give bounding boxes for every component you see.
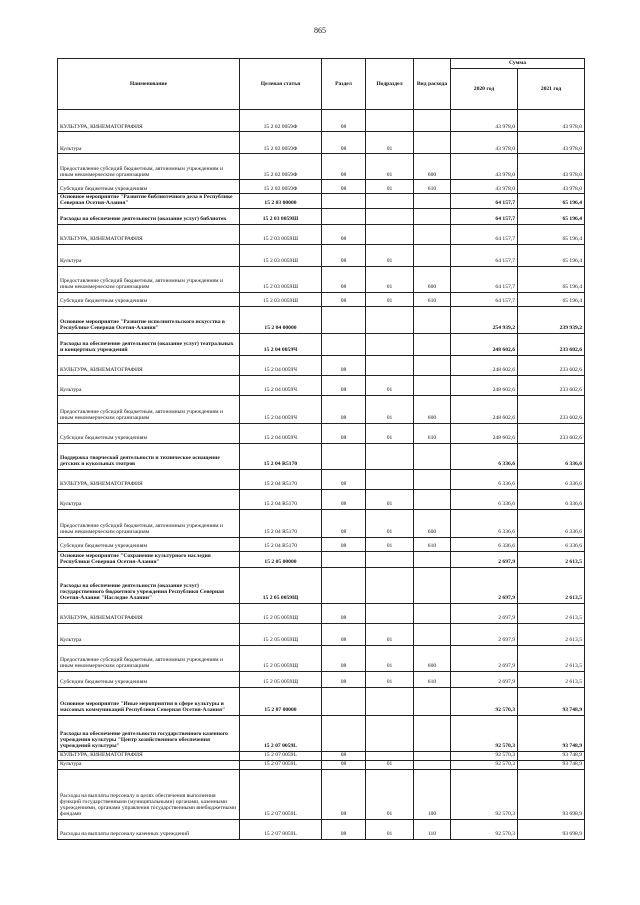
cell-sec: 08 <box>322 423 366 443</box>
cell-vr <box>414 375 451 395</box>
cell-sub: 01 <box>366 292 414 306</box>
cell-name: Субсидии бюджетным учреждениям <box>58 537 240 551</box>
cell-vr <box>414 110 451 132</box>
cell-name: Культура <box>58 132 240 154</box>
cell-sec <box>322 443 366 469</box>
cell-v2021: 65 196,4 <box>518 266 585 292</box>
cell-v2020: 6 336,6 <box>451 469 518 489</box>
cell-code: 15 2 04 R5170 <box>240 489 322 509</box>
col-2021-header: 2021 год <box>518 69 585 110</box>
cell-name: Культура <box>58 375 240 395</box>
cell-v2020: 2 697,9 <box>451 603 518 623</box>
table-row <box>58 489 585 509</box>
cell-code: 15 2 05 0059Щ <box>240 567 322 603</box>
cell-v2020: 64 157,7 <box>451 292 518 306</box>
cell-v2021: 6 336,6 <box>518 489 585 509</box>
cell-name: Предоставление субсидий бюджетным, автономным учреждениям и иным некоммерческим организациям <box>58 266 240 292</box>
cell-name: Предоставление субсидий бюджетным, автономным учреждениям и иным некоммерческим организациям <box>58 509 240 537</box>
cell-sec: 08 <box>322 537 366 551</box>
cell-sec: 08 <box>322 509 366 537</box>
cell-code: 15 2 05 0059Щ <box>240 645 322 671</box>
cell-v2021: 2 613,5 <box>518 567 585 603</box>
cell-sub <box>366 751 414 760</box>
cell-code: 15 2 04 0059Ч <box>240 395 322 423</box>
cell-v2020: 64 157,7 <box>451 194 518 209</box>
cell-v2021: 2 613,5 <box>518 671 585 687</box>
cell-code: 15 2 07 0059L <box>240 819 322 839</box>
cell-sub: 01 <box>366 760 414 769</box>
cell-sub <box>366 224 414 244</box>
cell-v2020: 92 570,3 <box>451 751 518 760</box>
cell-name: КУЛЬТУРА, КИНЕМАТОГРАФИЯ <box>58 355 240 375</box>
cell-v2020: 2 697,9 <box>451 623 518 645</box>
cell-sub: 01 <box>366 623 414 645</box>
cell-sub <box>366 194 414 209</box>
cell-sub <box>366 551 414 567</box>
cell-code: 15 2 02 0059Ф <box>240 110 322 132</box>
cell-code: 15 2 05 00000 <box>240 551 322 567</box>
cell-v2020: 43 978,0 <box>451 180 518 194</box>
cell-v2021: 93 748,9 <box>518 760 585 769</box>
cell-vr: 610 <box>414 180 451 194</box>
cell-sub <box>366 208 414 224</box>
cell-v2021: 6 336,6 <box>518 443 585 469</box>
cell-sub <box>366 355 414 375</box>
cell-vr: 610 <box>414 292 451 306</box>
cell-name: Расходы на выплаты персоналу казенных учреждений <box>58 819 240 839</box>
cell-sec <box>322 567 366 603</box>
cell-sec: 08 <box>322 760 366 769</box>
table-row <box>58 567 585 603</box>
cell-vr: 100 <box>414 769 451 819</box>
cell-name: Расходы на обеспечение деятельности (оказание услуг) государственного бюджетного учреждения Республики Северная Осетия-Алания "Наследие Алании" <box>58 567 240 603</box>
cell-v2021: 65 196,4 <box>518 208 585 224</box>
cell-name: Расходы на выплаты персоналу в целях обеспечения выполнения функций государственными (муниципальными) органами, казенными учреждениями, органами управления государственными внебюджетными фондами <box>58 769 240 819</box>
cell-vr <box>414 603 451 623</box>
cell-sec <box>322 333 366 355</box>
cell-code: 15 2 04 0059Ч <box>240 333 322 355</box>
cell-code: 15 2 07 0059L <box>240 769 322 819</box>
cell-sub: 01 <box>366 645 414 671</box>
cell-v2020: 248 602,6 <box>451 333 518 355</box>
table-row <box>58 180 585 194</box>
table-row <box>58 244 585 266</box>
cell-sub: 01 <box>366 180 414 194</box>
cell-name: КУЛЬТУРА, КИНЕМАТОГРАФИЯ <box>58 224 240 244</box>
cell-v2020: 64 157,7 <box>451 208 518 224</box>
cell-v2021: 6 336,6 <box>518 537 585 551</box>
cell-sec: 08 <box>322 224 366 244</box>
cell-sub <box>366 567 414 603</box>
cell-sub <box>366 306 414 333</box>
table-row <box>58 110 585 132</box>
cell-sub: 01 <box>366 819 414 839</box>
table-row <box>58 603 585 623</box>
cell-sub <box>366 687 414 715</box>
cell-v2021: 43 978,0 <box>518 154 585 180</box>
cell-vr <box>414 306 451 333</box>
budget-table <box>57 58 585 840</box>
cell-v2021: 65 196,4 <box>518 224 585 244</box>
cell-vr <box>414 132 451 154</box>
cell-v2021: 93 748,9 <box>518 715 585 751</box>
col-expense-type-header: Вид расхода <box>414 59 451 110</box>
table-row <box>58 423 585 443</box>
table-row <box>58 751 585 760</box>
table-row <box>58 469 585 489</box>
cell-v2021: 6 336,6 <box>518 509 585 537</box>
table-row <box>58 194 585 209</box>
cell-v2020: 6 336,6 <box>451 443 518 469</box>
cell-name: Культура <box>58 760 240 769</box>
cell-v2021: 239 939,2 <box>518 306 585 333</box>
cell-sec: 08 <box>322 355 366 375</box>
cell-sec: 08 <box>322 645 366 671</box>
cell-vr <box>414 760 451 769</box>
cell-v2021: 93 698,9 <box>518 819 585 839</box>
cell-v2021: 2 613,5 <box>518 623 585 645</box>
cell-v2021: 43 978,0 <box>518 110 585 132</box>
cell-sec: 08 <box>322 671 366 687</box>
cell-sec: 08 <box>322 469 366 489</box>
table-row <box>58 154 585 180</box>
cell-vr <box>414 551 451 567</box>
cell-sub: 01 <box>366 154 414 180</box>
cell-name: Культура <box>58 623 240 645</box>
cell-v2020: 43 978,0 <box>451 154 518 180</box>
cell-sub: 01 <box>366 537 414 551</box>
cell-name: Культура <box>58 244 240 266</box>
table-row <box>58 208 585 224</box>
table-row <box>58 375 585 395</box>
cell-vr <box>414 715 451 751</box>
cell-v2021: 233 602,6 <box>518 355 585 375</box>
cell-vr <box>414 224 451 244</box>
table-row <box>58 819 585 839</box>
cell-vr: 610 <box>414 537 451 551</box>
cell-sec: 08 <box>322 244 366 266</box>
cell-sec: 08 <box>322 769 366 819</box>
cell-name: Предоставление субсидий бюджетным, автономным учреждениям и иным некоммерческим организациям <box>58 645 240 671</box>
col-subsection-header: Подраздел <box>366 59 414 110</box>
table-row <box>58 645 585 671</box>
cell-v2020: 248 602,6 <box>451 355 518 375</box>
cell-v2020: 64 157,7 <box>451 266 518 292</box>
cell-sec <box>322 687 366 715</box>
cell-name: Субсидии бюджетным учреждениям <box>58 671 240 687</box>
table-row <box>58 224 585 244</box>
cell-code: 15 2 05 0059Щ <box>240 671 322 687</box>
cell-code: 15 2 03 00000 <box>240 194 322 209</box>
cell-name: Расходы на обеспечение деятельности (оказание услуг) библиотек <box>58 208 240 224</box>
cell-code: 15 2 02 0059Ф <box>240 180 322 194</box>
cell-vr <box>414 687 451 715</box>
cell-v2020: 92 570,3 <box>451 819 518 839</box>
cell-vr: 110 <box>414 819 451 839</box>
table-header <box>58 59 585 110</box>
cell-sub: 01 <box>366 244 414 266</box>
table-row <box>58 395 585 423</box>
cell-code: 15 2 04 0059Ч <box>240 423 322 443</box>
cell-code: 15 2 02 0059Ф <box>240 154 322 180</box>
table-row <box>58 266 585 292</box>
cell-vr <box>414 751 451 760</box>
cell-name: КУЛЬТУРА, КИНЕМАТОГРАФИЯ <box>58 751 240 760</box>
cell-v2021: 2 613,5 <box>518 645 585 671</box>
cell-name: Основное мероприятие "Развитие исполнительского искусства в Республике Северная Осетия-Алания" <box>58 306 240 333</box>
cell-vr <box>414 194 451 209</box>
cell-sec: 08 <box>322 819 366 839</box>
cell-sec <box>322 208 366 224</box>
cell-sub <box>366 603 414 623</box>
table-row <box>58 537 585 551</box>
cell-code: 15 2 07 0059L <box>240 751 322 760</box>
cell-code: 15 2 03 0059Ш <box>240 224 322 244</box>
cell-name: Предоставление субсидий бюджетным, автономным учреждениям и иным некоммерческим организациям <box>58 395 240 423</box>
cell-code: 15 2 07 0059L <box>240 760 322 769</box>
cell-vr: 600 <box>414 154 451 180</box>
cell-sec: 08 <box>322 132 366 154</box>
cell-sub: 01 <box>366 671 414 687</box>
cell-sec: 08 <box>322 110 366 132</box>
cell-vr: 600 <box>414 266 451 292</box>
cell-sec: 08 <box>322 180 366 194</box>
cell-v2020: 92 570,3 <box>451 687 518 715</box>
cell-code: 15 2 03 0059Ш <box>240 208 322 224</box>
cell-name: Культура <box>58 489 240 509</box>
cell-v2020: 92 570,3 <box>451 769 518 819</box>
table-row <box>58 671 585 687</box>
cell-v2021: 93 698,9 <box>518 769 585 819</box>
cell-v2020: 248 602,6 <box>451 423 518 443</box>
table-row <box>58 687 585 715</box>
cell-name: КУЛЬТУРА, КИНЕМАТОГРАФИЯ <box>58 469 240 489</box>
cell-code: 15 2 05 0059Щ <box>240 603 322 623</box>
cell-v2020: 248 602,6 <box>451 395 518 423</box>
cell-v2020: 92 570,3 <box>451 760 518 769</box>
cell-name: Субсидии бюджетным учреждениям <box>58 180 240 194</box>
cell-sub <box>366 443 414 469</box>
col-name-header: Наименование <box>58 59 240 110</box>
cell-name: Расходы на обеспечение деятельности государственного казенного учреждения культуры "Центр хозяйственного обеспечения учреждений культуры" <box>58 715 240 751</box>
cell-code: 15 2 03 0059Ш <box>240 244 322 266</box>
cell-sec: 08 <box>322 266 366 292</box>
cell-sub <box>366 715 414 751</box>
table-body <box>58 110 585 840</box>
cell-v2020: 6 336,6 <box>451 509 518 537</box>
cell-v2021: 65 196,4 <box>518 244 585 266</box>
cell-sec: 08 <box>322 395 366 423</box>
table-row <box>58 623 585 645</box>
cell-sec: 08 <box>322 623 366 645</box>
cell-v2021: 233 602,6 <box>518 333 585 355</box>
cell-sec: 08 <box>322 751 366 760</box>
cell-code: 15 2 03 0059Ш <box>240 292 322 306</box>
cell-sec: 08 <box>322 489 366 509</box>
cell-v2020: 64 157,7 <box>451 224 518 244</box>
table-row <box>58 292 585 306</box>
cell-vr: 600 <box>414 645 451 671</box>
cell-v2020: 43 978,0 <box>451 132 518 154</box>
table-row <box>58 333 585 355</box>
cell-v2020: 6 336,6 <box>451 537 518 551</box>
cell-name: Основное мероприятие "Иные мероприятия в сфере культуры и массовых коммуникаций Республики Северная Осетия-Алания" <box>58 687 240 715</box>
cell-sub: 01 <box>366 509 414 537</box>
cell-v2020: 248 602,6 <box>451 375 518 395</box>
cell-v2021: 93 748,9 <box>518 751 585 760</box>
cell-sec <box>322 551 366 567</box>
cell-code: 15 2 04 0059Ч <box>240 355 322 375</box>
cell-sec: 08 <box>322 154 366 180</box>
cell-sub: 01 <box>366 489 414 509</box>
cell-sec <box>322 715 366 751</box>
cell-name: КУЛЬТУРА, КИНЕМАТОГРАФИЯ <box>58 603 240 623</box>
cell-sec: 08 <box>322 375 366 395</box>
cell-v2020: 2 697,9 <box>451 551 518 567</box>
cell-v2020: 6 336,6 <box>451 489 518 509</box>
cell-sub: 01 <box>366 395 414 423</box>
cell-v2020: 92 570,3 <box>451 715 518 751</box>
table-row <box>58 443 585 469</box>
cell-sub: 01 <box>366 769 414 819</box>
cell-name: Субсидии бюджетным учреждениям <box>58 423 240 443</box>
table-row <box>58 769 585 819</box>
cell-name: Основное мероприятие "Развитие библиотечного дела в Республике Северная Осетия-Алания" <box>58 194 240 209</box>
cell-name: КУЛЬТУРА, КИНЕМАТОГРАФИЯ <box>58 110 240 132</box>
cell-v2021: 43 978,0 <box>518 180 585 194</box>
cell-name: Предоставление субсидий бюджетным, автономным учреждениям и иным некоммерческим организациям <box>58 154 240 180</box>
cell-sub <box>366 110 414 132</box>
cell-v2021: 233 602,6 <box>518 423 585 443</box>
cell-name: Основное мероприятие "Сохранение культурного наследия Республики Северная Осетия-Алания" <box>58 551 240 567</box>
cell-name: Поддержка творческой деятельности и техническое оснащение детских и кукольных театров <box>58 443 240 469</box>
table-row <box>58 306 585 333</box>
cell-code: 15 2 02 0059Ф <box>240 132 322 154</box>
cell-sub <box>366 333 414 355</box>
cell-vr: 610 <box>414 423 451 443</box>
cell-v2020: 2 697,9 <box>451 645 518 671</box>
cell-vr <box>414 469 451 489</box>
cell-vr: 600 <box>414 395 451 423</box>
cell-v2020: 254 939,2 <box>451 306 518 333</box>
cell-code: 15 2 04 R5170 <box>240 469 322 489</box>
cell-vr: 610 <box>414 671 451 687</box>
col-2020-header: 2020 год <box>451 69 518 110</box>
cell-vr <box>414 355 451 375</box>
table-row <box>58 355 585 375</box>
cell-v2021: 6 336,6 <box>518 469 585 489</box>
cell-sec <box>322 194 366 209</box>
col-section-header: Раздел <box>322 59 366 110</box>
cell-v2021: 93 748,9 <box>518 687 585 715</box>
cell-code: 15 2 07 00000 <box>240 687 322 715</box>
cell-vr <box>414 208 451 224</box>
cell-sub <box>366 469 414 489</box>
table-row <box>58 760 585 769</box>
cell-code: 15 2 04 0059Ч <box>240 375 322 395</box>
cell-vr <box>414 489 451 509</box>
cell-vr <box>414 333 451 355</box>
cell-code: 15 2 03 0059Ш <box>240 266 322 292</box>
cell-sec: 08 <box>322 292 366 306</box>
cell-v2021: 43 978,0 <box>518 132 585 154</box>
cell-code: 15 2 04 R5170 <box>240 509 322 537</box>
cell-code: 15 2 04 R5170 <box>240 537 322 551</box>
cell-vr <box>414 623 451 645</box>
cell-v2020: 43 978,0 <box>451 110 518 132</box>
cell-sub: 01 <box>366 132 414 154</box>
cell-code: 15 2 05 0059Щ <box>240 623 322 645</box>
table-row <box>58 509 585 537</box>
cell-name: Расходы на обеспечение деятельности (оказание услуг) театральных и концертных учреждений <box>58 333 240 355</box>
page-number: 865 <box>314 26 326 35</box>
cell-sec <box>322 306 366 333</box>
cell-code: 15 2 07 0059L <box>240 715 322 751</box>
cell-code: 15 2 04 R5170 <box>240 443 322 469</box>
cell-v2020: 2 697,9 <box>451 671 518 687</box>
table-row <box>58 715 585 751</box>
cell-vr <box>414 567 451 603</box>
cell-v2020: 64 157,7 <box>451 244 518 266</box>
cell-name: Субсидии бюджетным учреждениям <box>58 292 240 306</box>
cell-vr: 600 <box>414 509 451 537</box>
table-row <box>58 132 585 154</box>
cell-sub: 01 <box>366 423 414 443</box>
cell-v2021: 2 613,5 <box>518 551 585 567</box>
table-row <box>58 551 585 567</box>
cell-sub: 01 <box>366 375 414 395</box>
cell-v2021: 233 602,6 <box>518 395 585 423</box>
cell-vr <box>414 443 451 469</box>
cell-sub: 01 <box>366 266 414 292</box>
cell-v2021: 233 602,6 <box>518 375 585 395</box>
cell-code: 15 2 04 00000 <box>240 306 322 333</box>
cell-v2020: 2 697,9 <box>451 567 518 603</box>
cell-v2021: 65 196,4 <box>518 292 585 306</box>
cell-vr <box>414 244 451 266</box>
cell-v2021: 65 196,4 <box>518 194 585 209</box>
col-target-header: Целевая статья <box>240 59 322 110</box>
col-sum-header: Сумма <box>451 59 585 69</box>
cell-sec: 08 <box>322 603 366 623</box>
cell-v2021: 2 613,5 <box>518 603 585 623</box>
